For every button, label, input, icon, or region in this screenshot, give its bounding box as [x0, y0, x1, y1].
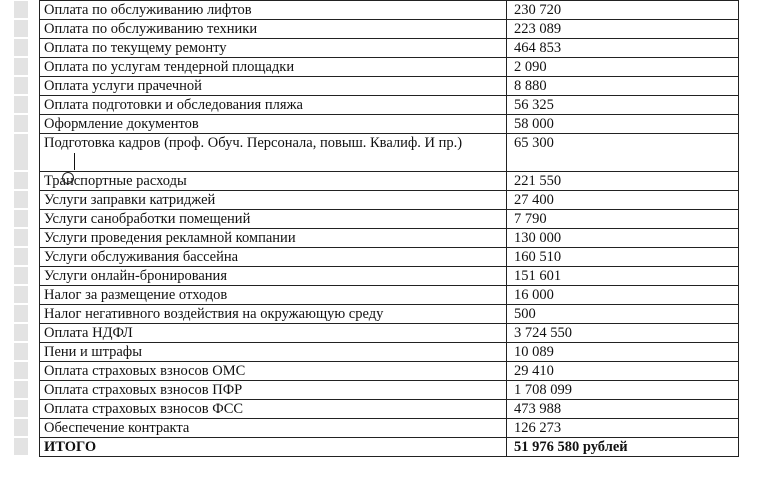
expense-amount-cell[interactable]: 10 089	[507, 343, 739, 362]
expense-name-cell[interactable]: Оплата по обслуживанию техники	[40, 20, 507, 39]
expense-name-cell[interactable]: Налог негативного воздействия на окружающую среду	[40, 305, 507, 324]
row-marker	[14, 58, 28, 75]
row-marker	[14, 39, 28, 56]
text-caret	[74, 153, 75, 170]
expense-name-cell[interactable]: Оплата страховых взносов ФСС	[40, 400, 507, 419]
row-marker	[14, 229, 28, 246]
expense-amount-cell[interactable]: 7 790	[507, 210, 739, 229]
expense-name-cell[interactable]: Подготовка кадров (проф. Обуч. Персонала, повыш. Квалиф. И пр.)	[40, 134, 507, 172]
row-marker	[14, 96, 28, 113]
expense-name-cell[interactable]: Услуги онлайн-бронирования	[40, 267, 507, 286]
expense-name-cell[interactable]: Налог за размещение отходов	[40, 286, 507, 305]
table-row	[40, 286, 739, 305]
expense-amount-cell[interactable]: 29 410	[507, 362, 739, 381]
table-row	[40, 362, 739, 381]
table-row	[40, 267, 739, 286]
table-row	[40, 172, 739, 191]
expense-amount-cell[interactable]: 27 400	[507, 191, 739, 210]
table-row	[40, 20, 739, 39]
table-row	[40, 324, 739, 343]
expense-amount-cell[interactable]: 56 325	[507, 96, 739, 115]
row-marker	[14, 400, 28, 417]
expense-amount-cell[interactable]: 130 000	[507, 229, 739, 248]
expense-amount-cell[interactable]: 3 724 550	[507, 324, 739, 343]
table-row	[40, 248, 739, 267]
total-label[interactable]: ИТОГО	[40, 438, 507, 457]
row-marker	[14, 381, 28, 398]
row-marker	[14, 324, 28, 341]
table-row	[40, 1, 739, 20]
expense-name-cell[interactable]: Оплата подготовки и обследования пляжа	[40, 96, 507, 115]
expense-amount-cell[interactable]: 473 988	[507, 400, 739, 419]
expense-name-cell[interactable]: Транспортные расходы	[40, 172, 507, 191]
expense-name-cell[interactable]: Оплата услуги прачечной	[40, 77, 507, 96]
mouse-cursor-icon	[62, 172, 74, 184]
row-marker	[14, 248, 28, 265]
expense-name-cell[interactable]: Услуги обслуживания бассейна	[40, 248, 507, 267]
row-marker	[14, 115, 28, 132]
table-row	[40, 134, 739, 172]
expense-amount-cell[interactable]: 160 510	[507, 248, 739, 267]
expense-amount-cell[interactable]: 230 720	[507, 1, 739, 20]
expense-name-cell[interactable]: Пени и штрафы	[40, 343, 507, 362]
expense-name-cell[interactable]: Оплата страховых взносов ПФР	[40, 381, 507, 400]
expense-amount-cell[interactable]: 2 090	[507, 58, 739, 77]
row-marker	[14, 305, 28, 322]
table-row	[40, 305, 739, 324]
row-marker	[14, 1, 28, 18]
expense-name-cell[interactable]: Оплата НДФЛ	[40, 324, 507, 343]
expense-table	[39, 0, 739, 457]
expense-name-cell[interactable]: Оплата по текущему ремонту	[40, 39, 507, 58]
table-row	[40, 381, 739, 400]
row-marker	[14, 210, 28, 227]
row-marker	[14, 191, 28, 208]
expense-amount-cell[interactable]: 464 853	[507, 39, 739, 58]
expense-amount-cell[interactable]: 58 000	[507, 115, 739, 134]
row-marker	[14, 362, 28, 379]
table-row	[40, 400, 739, 419]
expense-name-cell[interactable]: Обеспечение контракта	[40, 419, 507, 438]
table-row	[40, 419, 739, 438]
expense-name-cell[interactable]: Услуги санобработки помещений	[40, 210, 507, 229]
row-marker	[14, 438, 28, 455]
row-marker	[14, 134, 28, 170]
expense-name-cell[interactable]: Услуги проведения рекламной компании	[40, 229, 507, 248]
expense-amount-cell[interactable]: 223 089	[507, 20, 739, 39]
total-amount[interactable]: 51 976 580 рублей	[507, 438, 739, 457]
expense-amount-cell[interactable]: 126 273	[507, 419, 739, 438]
table-row	[40, 115, 739, 134]
expense-amount-cell[interactable]: 221 550	[507, 172, 739, 191]
expense-amount-cell[interactable]: 1 708 099	[507, 381, 739, 400]
row-marker	[14, 267, 28, 284]
row-marker	[14, 77, 28, 94]
table-row	[40, 39, 739, 58]
expense-amount-cell[interactable]: 8 880	[507, 77, 739, 96]
row-marker	[14, 419, 28, 436]
total-row	[40, 438, 739, 457]
expense-amount-cell[interactable]: 16 000	[507, 286, 739, 305]
expense-name-cell[interactable]: Оплата по обслуживанию лифтов	[40, 1, 507, 20]
expense-name-cell[interactable]: Оформление документов	[40, 115, 507, 134]
row-marker	[14, 286, 28, 303]
table-row	[40, 343, 739, 362]
table-row	[40, 77, 739, 96]
expense-amount-cell[interactable]: 151 601	[507, 267, 739, 286]
table-row	[40, 58, 739, 77]
table-row	[40, 210, 739, 229]
table-row	[40, 96, 739, 115]
row-marker	[14, 343, 28, 360]
expense-amount-cell[interactable]: 500	[507, 305, 739, 324]
expense-name-cell[interactable]: Услуги заправки катриджей	[40, 191, 507, 210]
table-row	[40, 229, 739, 248]
row-marker	[14, 20, 28, 37]
expense-name-cell[interactable]: Оплата страховых взносов ОМС	[40, 362, 507, 381]
table-row	[40, 191, 739, 210]
row-gutter	[0, 0, 38, 455]
expense-name-cell[interactable]: Оплата по услугам тендерной площадки	[40, 58, 507, 77]
expense-amount-cell[interactable]: 65 300	[507, 134, 739, 172]
row-marker	[14, 172, 28, 189]
